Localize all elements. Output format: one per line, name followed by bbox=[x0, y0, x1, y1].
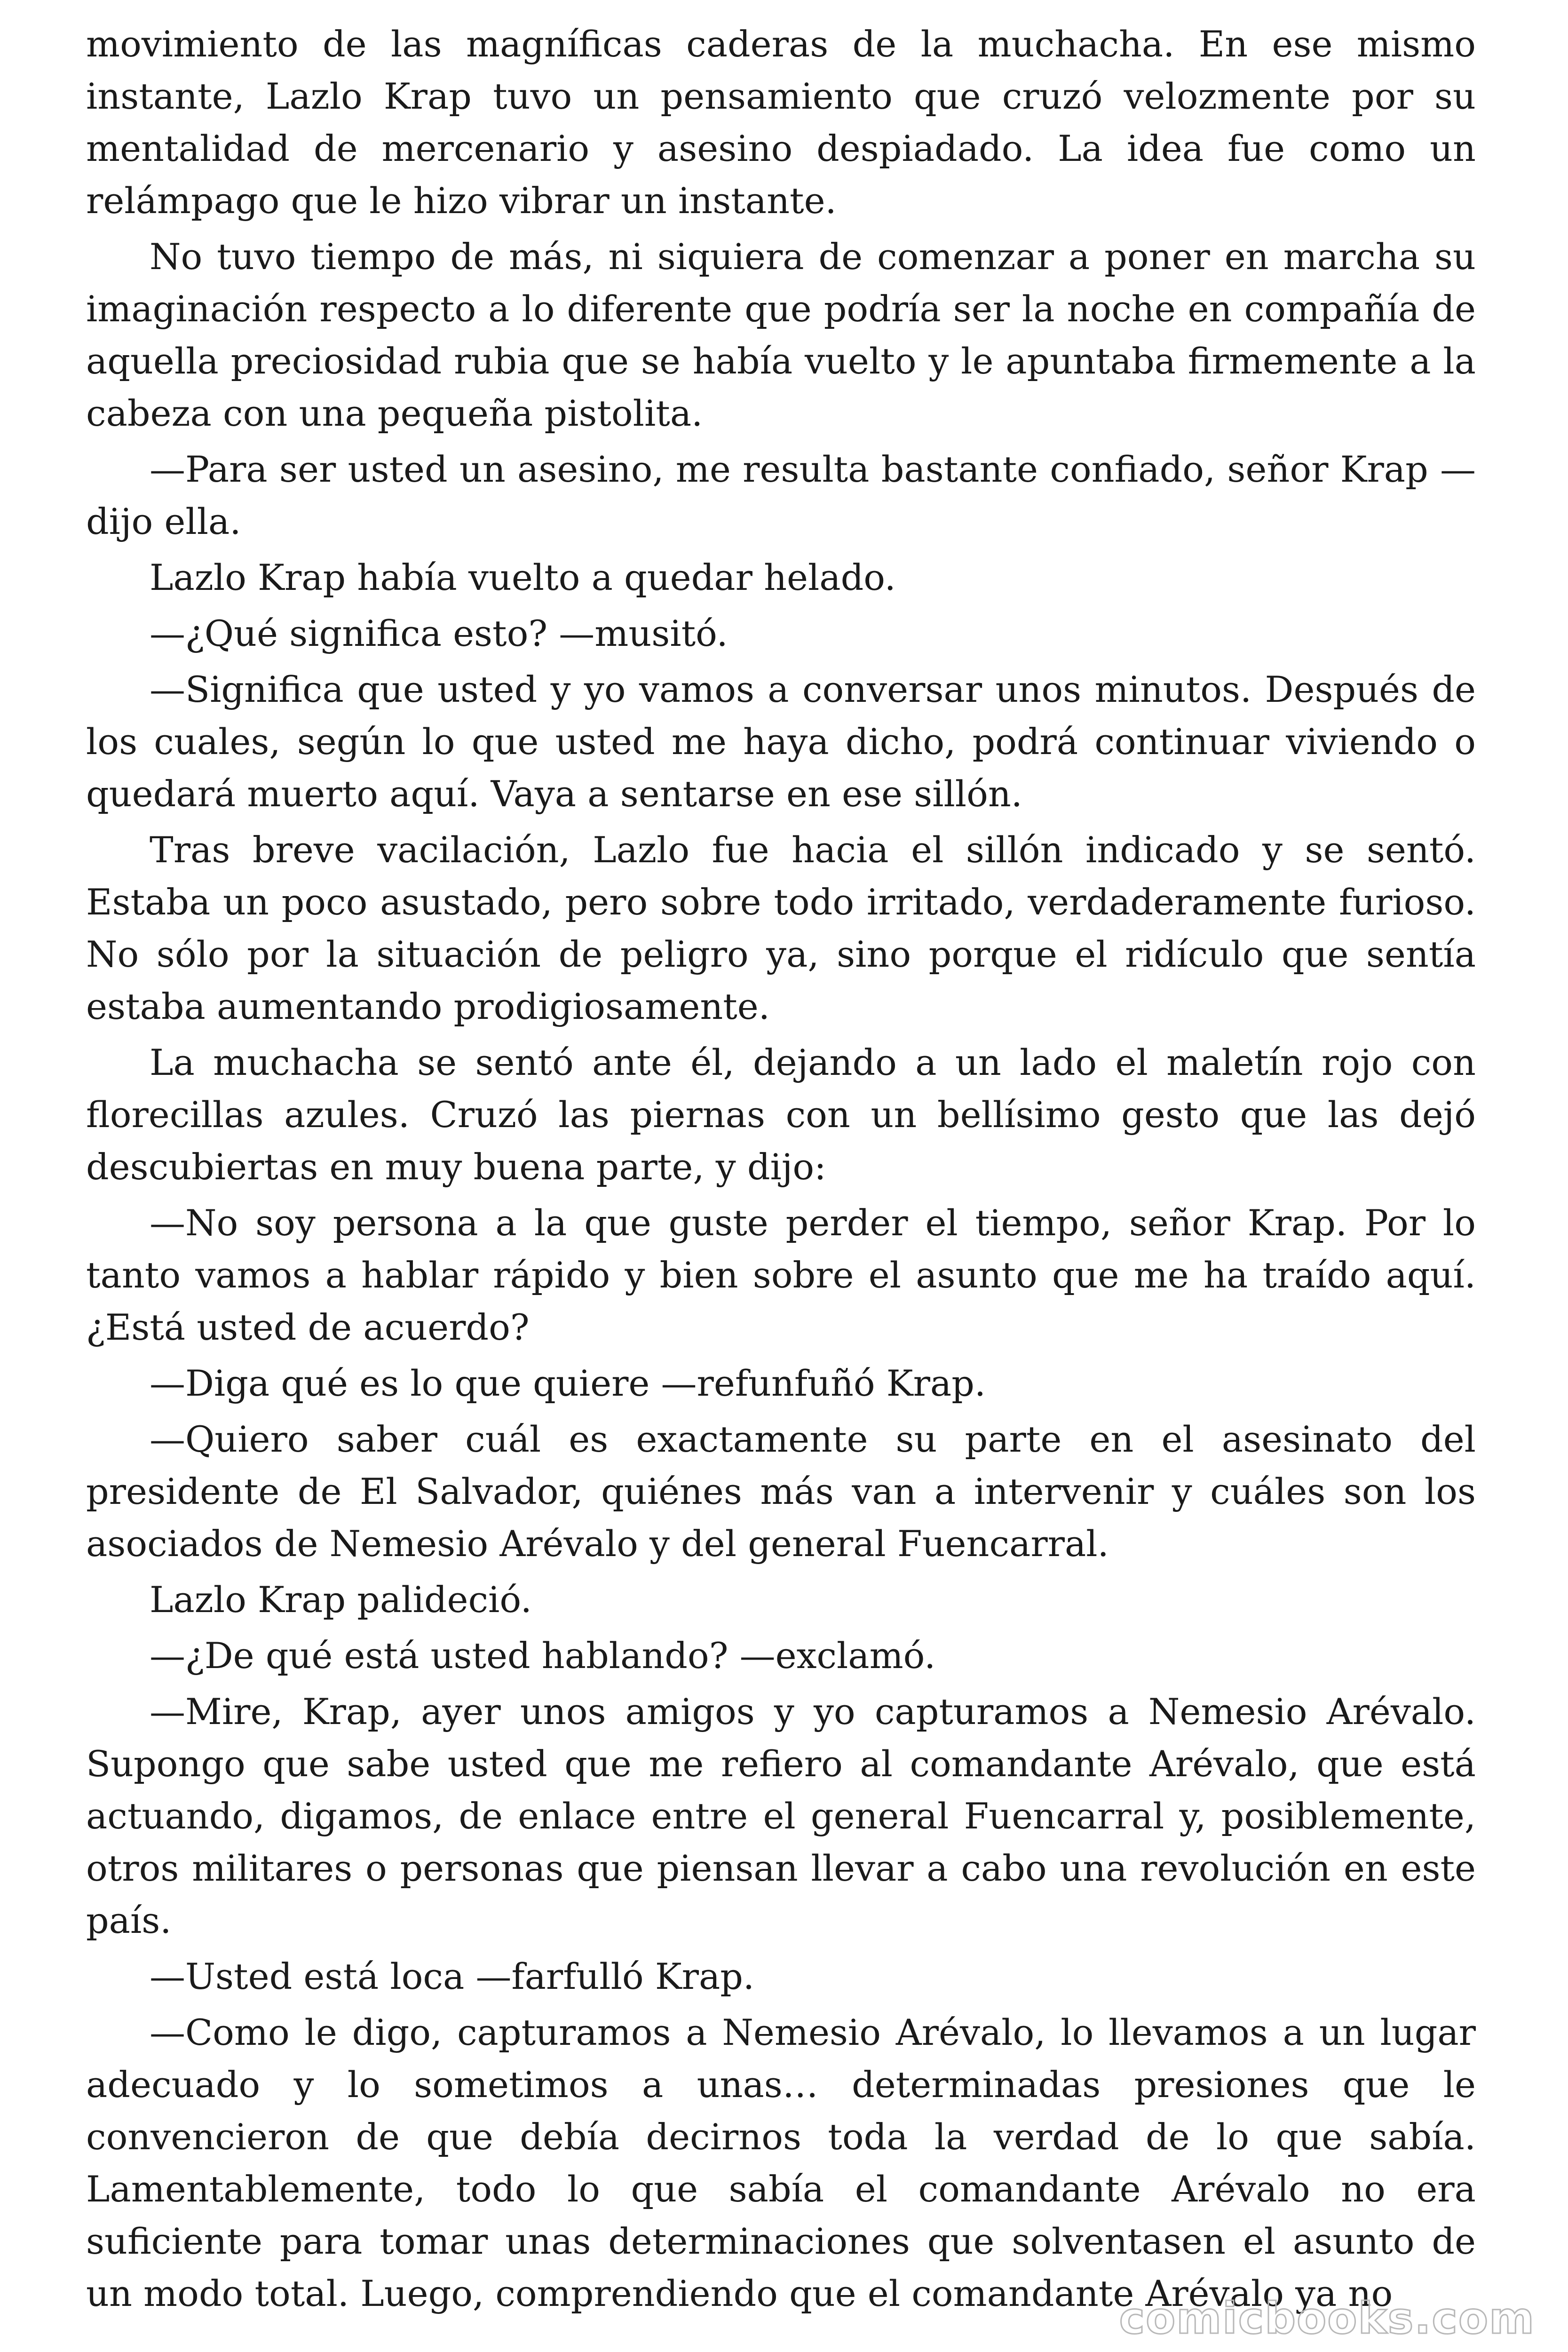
paragraph-3: —Para ser usted un asesino, me resulta bastante confiado, señor Krap —dijo ella. bbox=[86, 448, 1476, 542]
paragraph-8: La muchacha se sentó ante él, dejando a un lado el maletín rojo con florecillas azules. Cruzó las piernas con un bellísimo gesto que las dejó descubiertas en muy buena parte, y dijo: bbox=[86, 1041, 1476, 1188]
paragraph-4: Lazlo Krap había vuelto a quedar helado. bbox=[150, 556, 896, 598]
book-page bbox=[86, 18, 1476, 2323]
paragraph-14: —Mire, Krap, ayer unos amigos y yo capturamos a Nemesio Arévalo. Supongo que sabe usted que me refiero al comandante Arévalo, que está actuando, digamos, de enlace entre el general Fuencarral y, posiblemente, otros militares o personas que piensan llevar a cabo una revolución en este país. bbox=[86, 1691, 1476, 1941]
paragraph-6: —Significa que usted y yo vamos a conversar unos minutos. Después de los cuales, según lo que usted me haya dicho, podrá continuar viviendo o quedará muerto aquí. Vaya a sentarse en ese sillón. bbox=[86, 668, 1476, 815]
paragraph-13: —¿De qué está usted hablando? —exclamó. bbox=[150, 1635, 936, 1677]
paragraph-7: Tras breve vacilación, Lazlo fue hacia el sillón indicado y se sentó. Estaba un poco asustado, pero sobre todo irritado, verdaderamente furioso. No sólo por la situación de peligro ya, sino porque el ridículo que sentía estaba aumentando prodigiosamente. bbox=[86, 829, 1476, 1027]
paragraph-11: —Quiero saber cuál es exactamente su parte en el asesinato del presidente de El Salvador, quiénes más van a intervenir y cuáles son los asociados de Nemesio Arévalo y del general Fuencarral. bbox=[86, 1418, 1476, 1565]
paragraph-2: No tuvo tiempo de más, ni siquiera de comenzar a poner en marcha su imaginación respecto a lo diferente que podría ser la noche en compañía de aquella preciosidad rubia que se había vuelto y le apuntaba firmemente a la cabeza con una pequeña pistolita. bbox=[86, 236, 1476, 434]
paragraph-10: —Diga qué es lo que quiere —refunfuñó Krap. bbox=[150, 1362, 986, 1404]
paragraph-5: —¿Qué significa esto? —musitó. bbox=[150, 612, 728, 654]
watermark: comicbooks.com bbox=[1119, 2293, 1535, 2344]
paragraph-16: —Como le digo, capturamos a Nemesio Arévalo, lo llevamos a un lugar adecuado y lo sometimos a unas… determinadas presiones que le convencieron de que debía decirnos toda la verdad de lo que sabía. Lamentablemente, todo lo que sabía el comandante Arévalo no era suficiente para tomar unas determinaciones que solventasen el asunto de un modo total. Luego, comprendiendo que el comandante Arévalo ya no bbox=[86, 2011, 1476, 2314]
paragraph-9: —No soy persona a la que guste perder el tiempo, señor Krap. Por lo tanto vamos a hablar rápido y bien sobre el asunto que me ha traído aquí. ¿Está usted de acuerdo? bbox=[86, 1202, 1476, 1348]
paragraph-12: Lazlo Krap palideció. bbox=[150, 1579, 532, 1621]
paragraph-15: —Usted está loca —farfulló Krap. bbox=[150, 1955, 755, 1997]
paragraph-1: movimiento de las magníficas caderas de la muchacha. En ese mismo instante, Lazlo Krap tuvo un pensamiento que cruzó velozmente por su mentalidad de mercenario y asesino despiadado. La idea fue como un relámpago que le hizo vibrar un instante. bbox=[86, 23, 1476, 222]
